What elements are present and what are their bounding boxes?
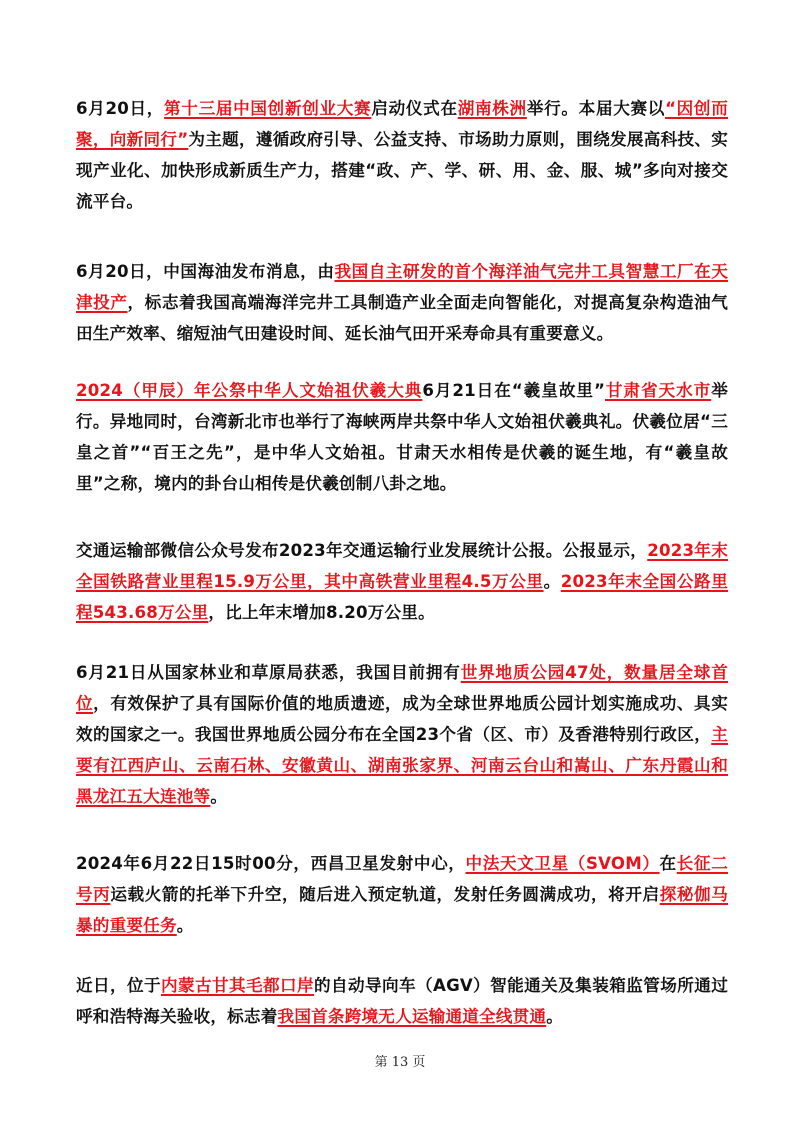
- highlighted-phrase: 湖南株洲: [457, 99, 527, 118]
- highlighted-phrase: 第十三届中国创新创业大赛: [164, 99, 372, 118]
- news-paragraph-geoparks: [76, 657, 728, 812]
- body-text: ，标志着我国高端海洋完井工具制造产业全面走向智能化，对提高复杂构造油气田生产效率、缩短油气田建设时间、延长油气田开采寿命具有重要意义。: [76, 293, 729, 343]
- highlighted-phrase: 2023年末全国铁路营业里程15.9万公里，其中高铁营业里程4.5万公里: [76, 541, 728, 591]
- body-text: 运载火箭的托举下升空，随后进入预定轨道，发射任务圆满成功，将开启: [110, 885, 660, 904]
- news-paragraph-agv-corridor: [76, 970, 728, 1032]
- body-text: 6月20日，中国海油发布消息，由: [76, 262, 335, 281]
- body-text: 近日，位于: [76, 976, 162, 995]
- highlighted-phrase: 探秘伽马暴的重要任务: [76, 885, 728, 935]
- body-text: 。: [176, 916, 194, 935]
- body-text: 。: [210, 787, 228, 806]
- body-text: ，比上年末增加8.20万公里。: [208, 603, 435, 622]
- body-text: 在: [659, 854, 677, 873]
- page-number: 第 13 页: [374, 1055, 426, 1070]
- highlighted-phrase: 内蒙古甘其毛都口岸: [161, 976, 315, 995]
- body-text: 6月20日，: [76, 99, 165, 118]
- body-text: 的自动导向车（AGV）智能通关及集装箱监管场所通过呼和浩特海关验收，标志着: [76, 976, 728, 1026]
- body-text: 交通运输部微信公众号发布2023年交通运输行业发展统计公报。公报显示，: [76, 541, 648, 560]
- body-text: 。: [546, 1007, 564, 1026]
- highlighted-phrase: 世界地质公园47处，数量居全球首位: [76, 663, 728, 713]
- highlighted-phrase: 主要有江西庐山、云南石林、安徽黄山、湖南张家界、河南云台山和嵩山、广东丹霞山和黑龙江五大连池等: [76, 725, 728, 806]
- body-text: 举行。异地同时，台湾新北市也举行了海峡两岸共祭中华人文始祖伏羲典礼。伏羲位居“三皇之首”“百王之先”，是中华人文始祖。甘肃天水相传是伏羲的诞生地，有“羲皇故里”之称，境内的卦台山相传是伏羲创制八卦之地。: [76, 381, 728, 493]
- highlighted-phrase: “因创而聚，向新同行”: [76, 99, 728, 149]
- highlighted-phrase: 我国首条跨境无人运输通道全线贯通: [277, 1007, 547, 1026]
- news-paragraph-offshore-tool-factory: [76, 256, 728, 349]
- body-text: 启动仪式在: [371, 99, 458, 118]
- body-text: 。: [543, 572, 561, 591]
- body-text: 6月21日从国家林业和草原局获悉，我国目前拥有: [76, 663, 461, 682]
- news-paragraph-innovation-contest: [76, 93, 728, 217]
- highlighted-phrase: 2023年末全国公路里程543.68万公里: [76, 572, 729, 622]
- body-text: ，有效保护了具有国际价值的地质遗迹，成为全球世界地质公园计划实施成功、具实效的国家之一。我国世界地质公园分布在全国23个省（区、市）及香港特别行政区，: [76, 694, 728, 744]
- highlighted-phrase: 甘肃省天水市: [605, 381, 712, 400]
- highlighted-phrase: 我国自主研发的首个海洋油气完井工具智慧工厂在天津投产: [76, 262, 728, 312]
- body-text: 举行。本届大赛以: [526, 99, 666, 118]
- body-text: 为主题，遵循政府引导、公益支持、市场助力原则，围绕发展高科技、实现产业化、加快形成新质生产力，搭建“政、产、学、研、用、金、服、城”多向对接交流平台。: [76, 130, 728, 211]
- highlighted-phrase: 2024（甲辰）年公祭中华人文始祖伏羲大典: [76, 381, 423, 400]
- highlighted-phrase: 长征二号丙: [76, 854, 728, 904]
- news-paragraph-svom-launch: [76, 848, 728, 941]
- highlighted-phrase: 中法天文卫星（SVOM）: [465, 854, 660, 873]
- news-paragraph-fuxi-ceremony: [76, 375, 728, 499]
- body-text: 6月21日在“羲皇故里”: [422, 381, 606, 400]
- body-text: 2024年6月22日15时00分，西昌卫星发射中心，: [76, 854, 466, 873]
- news-paragraph-transport-statistics: [76, 535, 728, 628]
